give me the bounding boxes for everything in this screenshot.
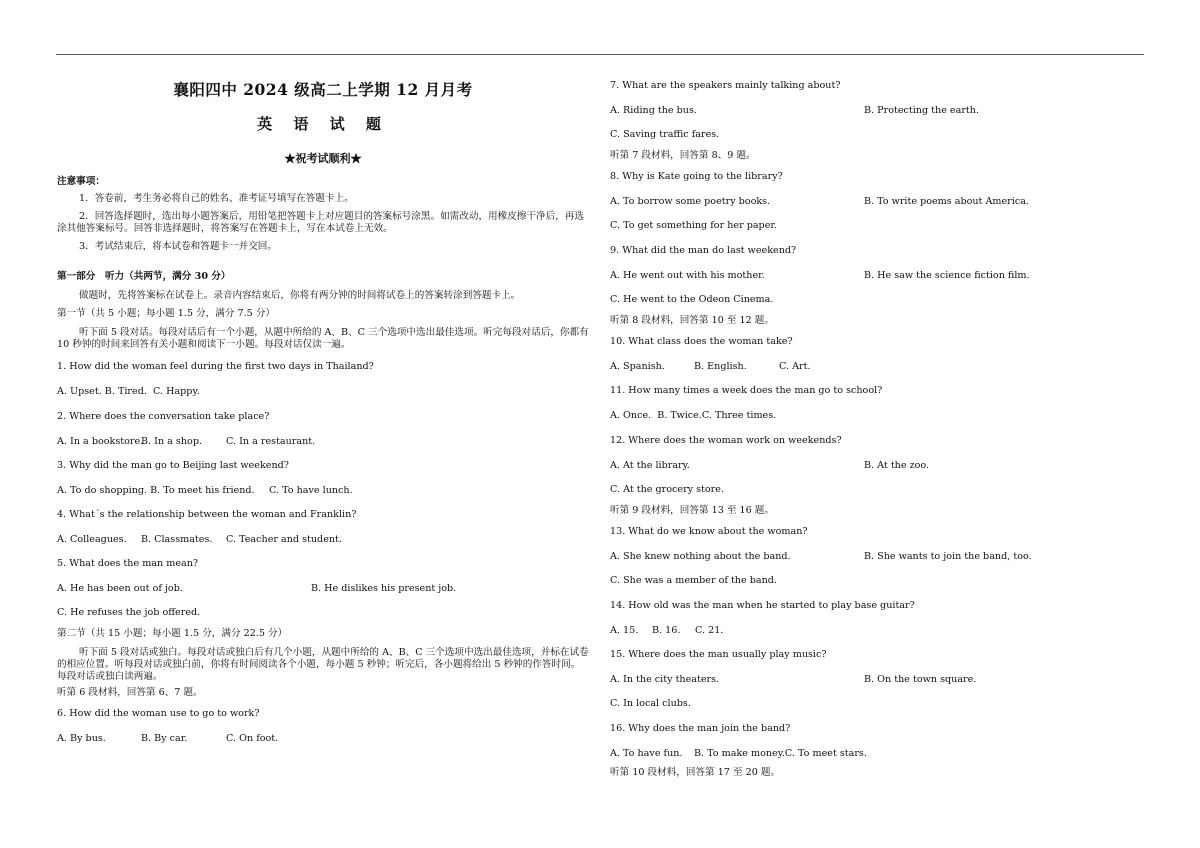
- right-column: [610, 80, 1170, 788]
- question-4: 4. What´s the relationship between the woman and Franklin?: [57, 508, 357, 520]
- question-11-options: A. Once. B. Twice.C. Three times.: [610, 409, 777, 421]
- question-6-options: [57, 733, 589, 745]
- q9-option-a: A. He went out with his mother.: [610, 269, 765, 281]
- question-16-options: [610, 748, 1170, 760]
- listen-material-8: 听第 8 段材料，回答第 10 至 12 题。: [610, 314, 774, 326]
- question-3: 3. Why did the man go to Beijing last weekend?: [57, 459, 289, 471]
- question-1-options: A. Upset. B. Tired. C. Happy.: [57, 385, 200, 397]
- q2-option-c: C. In a restaurant.: [226, 435, 316, 447]
- q15-option-c: C. In local clubs.: [610, 697, 691, 709]
- question-7: 7. What are the speakers mainly talking about?: [610, 80, 841, 91]
- question-9-options: [610, 270, 1170, 282]
- notice-heading: 注意事项：: [57, 175, 105, 187]
- question-9: 9. What did the man do last weekend?: [610, 244, 797, 256]
- question-2-options: [57, 436, 589, 448]
- question-13: 13. What do we know about the woman?: [610, 525, 808, 537]
- question-14: 14. How old was the man when he started to play base guitar?: [610, 599, 915, 611]
- q13-option-b: B. She wants to join the band, too.: [864, 550, 1032, 562]
- q8-option-b: B. To write poems about America.: [864, 195, 1029, 207]
- q7-option-c: C. Saving traffic fares.: [610, 128, 720, 140]
- good-luck-line: ★祝考试顺利★: [284, 152, 362, 166]
- top-rule: [56, 54, 1144, 55]
- question-10-options: [610, 361, 1170, 373]
- q14-option-a: A. 15.: [610, 624, 639, 636]
- q10-option-a: A. Spanish.: [610, 360, 665, 372]
- q12-option-b: B. At the zoo.: [864, 459, 930, 471]
- section2-intro: 听下面 5 段对话或独白。每段对话或独白后有几个小题，从题中所给的 A、B、C 三个选项中选出最佳选项，并标在试卷的相应位置。听每段对话或独白前，你将有时间阅读各个小题，每小题 5 秒钟；听完后，各小题将给出 5 秒钟的作答时间。每段对话或独白读两遍。: [57, 646, 589, 682]
- question-6: 6. How did the woman use to go to work?: [57, 707, 260, 719]
- section1-intro: 听下面 5 段对话。每段对话后有一个小题，从题中所给的 A、B、C 三个选项中选出最佳选项。听完每段对话后，你都有 10 秒钟的时间来回答有关小题和阅读下一小题。每段对话仅读一遍。: [57, 326, 589, 350]
- q12-option-a: A. At the library.: [610, 459, 690, 471]
- question-15-options: [610, 674, 1170, 686]
- q10-option-b: B. English.: [694, 360, 747, 372]
- q5-option-c: C. He refuses the job offered.: [57, 606, 201, 618]
- question-1: 1. How did the woman feel during the first two days in Thailand?: [57, 360, 374, 372]
- question-5-options: [57, 583, 589, 595]
- q13-option-a: A. She knew nothing about the band.: [610, 550, 791, 562]
- question-16: 16. Why does the man join the band?: [610, 722, 791, 734]
- q16-option-bc: B. To make money.C. To meet stars.: [694, 747, 867, 759]
- exam-subtitle: 英 语 试 题: [257, 115, 389, 134]
- q4-option-b: B. Classmates.: [141, 533, 213, 545]
- listen-material-6: 听第 6 段材料，回答第 6、7 题。: [57, 686, 203, 698]
- question-3-options: [57, 485, 589, 497]
- q7-option-b: B. Protecting the earth.: [864, 104, 979, 116]
- part1-heading: 第一部分 听力（共两节，满分 30 分）: [57, 270, 231, 282]
- q2-option-a: A. In a bookstore.: [57, 435, 144, 447]
- q4-option-a: A. Colleagues.: [57, 533, 127, 545]
- question-4-options: [57, 534, 589, 546]
- notice-item-2: 2．回答选择题时，选出每小题答案后，用铅笔把答题卡上对应题目的答案标号涂黑。如需改动，用橡皮擦干净后，再选涂其他答案标号。回答非选择题时，将答案写在答题卡上，写在本试卷上无效。: [57, 210, 584, 234]
- q3-option-c: C. To have lunch.: [269, 484, 353, 496]
- q16-option-a: A. To have fun.: [610, 747, 683, 759]
- q10-option-c: C. Art.: [779, 360, 811, 372]
- exam-title: 襄阳四中 2024 级高二上学期 12 月月考: [173, 80, 473, 99]
- question-14-options: [610, 625, 1170, 637]
- question-10: 10. What class does the woman take?: [610, 335, 793, 347]
- question-11: 11. How many times a week does the man go to school?: [610, 384, 883, 396]
- notice-item-1: 1．答卷前，考生务必将自己的姓名、准考证号填写在答题卡上。: [79, 192, 354, 204]
- q4-option-c: C. Teacher and student.: [226, 533, 342, 545]
- question-15: 15. Where does the man usually play music?: [610, 648, 827, 660]
- q12-option-c: C. At the grocery store.: [610, 483, 725, 495]
- q5-option-b: B. He dislikes his present job.: [311, 582, 457, 594]
- part1-intro: 做题时，先将答案标在试卷上。录音内容结束后，你将有两分钟的时间将试卷上的答案转涂到答题卡上。: [79, 289, 521, 301]
- question-7-options: [610, 105, 1170, 117]
- q15-option-b: B. On the town square.: [864, 673, 977, 685]
- section1-heading: 第一节（共 5 小题；每小题 1.5 分，满分 7.5 分）: [57, 307, 276, 319]
- q6-option-c: C. On foot.: [226, 732, 279, 744]
- q3-option-ab: A. To do shopping. B. To meet his friend.: [57, 484, 255, 496]
- q13-option-c: C. She was a member of the band.: [610, 574, 777, 586]
- q8-option-a: A. To borrow some poetry books.: [610, 195, 771, 207]
- q5-option-a: A. He has been out of job.: [57, 582, 183, 594]
- q6-option-b: B. By car.: [141, 732, 188, 744]
- question-2: 2. Where does the conversation take place?: [57, 410, 270, 422]
- listen-material-10: 听第 10 段材料，回答第 17 至 20 题。: [610, 766, 781, 778]
- question-12-options: [610, 460, 1170, 472]
- q6-option-a: A. By bus.: [57, 732, 106, 744]
- q15-option-a: A. In the city theaters.: [610, 673, 720, 685]
- q7-option-a: A. Riding the bus.: [610, 104, 697, 116]
- listen-material-9: 听第 9 段材料，回答第 13 至 16 题。: [610, 504, 774, 516]
- left-column: [57, 76, 589, 757]
- q8-option-c: C. To get something for her paper.: [610, 219, 777, 231]
- q2-option-b: B. In a shop.: [141, 435, 203, 447]
- question-5: 5. What does the man mean?: [57, 557, 199, 569]
- q9-option-c: C. He went to the Odeon Cinema.: [610, 293, 774, 305]
- q14-option-c: C. 21.: [695, 624, 724, 636]
- q14-option-b: B. 16.: [652, 624, 681, 636]
- question-8: 8. Why is Kate going to the library?: [610, 170, 783, 182]
- question-12: 12. Where does the woman work on weekends?: [610, 434, 842, 446]
- question-8-options: [610, 196, 1170, 208]
- question-13-options: [610, 551, 1170, 563]
- listen-material-7: 听第 7 段材料，回答第 8、9 题。: [610, 149, 756, 161]
- section2-heading: 第二节（共 15 小题；每小题 1.5 分，满分 22.5 分）: [57, 627, 288, 639]
- q9-option-b: B. He saw the science fiction film.: [864, 269, 1030, 281]
- notice-item-3: 3．考试结束后，将本试卷和答题卡一并交回。: [79, 240, 277, 252]
